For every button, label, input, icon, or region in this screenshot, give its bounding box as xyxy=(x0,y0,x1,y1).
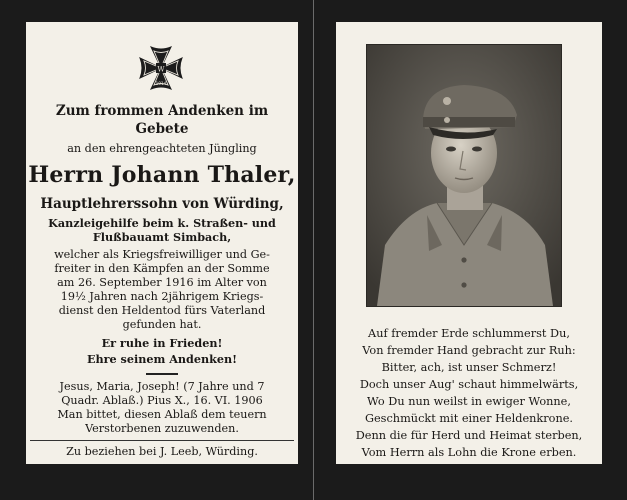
occupation-line-2: Flußbauamt Simbach, xyxy=(92,230,232,244)
prayer-line-1: Jesus, Maria, Joseph! (7 Jahre und 7 xyxy=(59,380,265,393)
poem-line-7: Denn die für Herd und Heimat sterben, xyxy=(355,429,583,442)
heading-line-1: Zum frommen Andenken im xyxy=(55,103,269,119)
deceased-name: Herrn Johann Thaler, xyxy=(28,162,296,188)
biography-line-3: am 26. September 1916 im Alter von xyxy=(57,276,267,289)
prayer-line-3: Man bittet, diesen Ablaß dem teuern xyxy=(57,408,267,421)
iron-cross-icon xyxy=(137,44,185,92)
occupation-line-1: Kanzleigehilfe beim k. Straßen- und xyxy=(48,216,276,230)
biography-line-1: welcher als Kriegsfreiwilliger und Ge- xyxy=(54,248,270,261)
biography-line-6: gefunden hat. xyxy=(122,318,202,331)
blessing-line-1: Er ruhe in Frieden! xyxy=(101,336,223,350)
svg-text:W: W xyxy=(157,65,165,74)
memorial-card-photo-side xyxy=(314,0,627,500)
biography-line-2: freiter in den Kämpfen an der Somme xyxy=(54,262,270,275)
prayer-line-4: Verstorbenen zuzuwenden. xyxy=(85,422,239,435)
poem-line-3: Bitter, ach, ist unser Schmerz! xyxy=(381,361,557,374)
footer-divider xyxy=(30,440,294,441)
photo-panel xyxy=(336,22,602,464)
blessing-line-2: Ehre seinem Andenken! xyxy=(86,352,238,366)
poem-line-6: Geschmückt mit einer Heldenkrone. xyxy=(364,412,574,425)
svg-text:1914: 1914 xyxy=(155,81,167,86)
publisher-line: Zu beziehen bei J. Leeb, Würding. xyxy=(66,445,258,458)
biography-line-4: 19½ Jahren nach 2jährigem Kriegs- xyxy=(60,290,264,303)
poem-line-1: Auf fremder Erde schlummerst Du, xyxy=(368,327,570,340)
text-panel xyxy=(26,22,298,464)
poem-line-4: Doch unser Aug' schaut himmelwärts, xyxy=(359,378,579,391)
biography-line-5: dienst den Heldentod fürs Vaterland xyxy=(58,304,266,317)
prayer-line-2: Quadr. Ablaß.) Pius X., 16. VI. 1906 xyxy=(61,394,263,407)
poem-line-5: Wo Du nun weilst in ewiger Wonne, xyxy=(367,395,571,408)
memorial-card-text-side xyxy=(0,0,313,500)
soldier-portrait-image xyxy=(367,45,561,306)
origin-line: Hauptlehrerssohn von Würding, xyxy=(40,196,284,212)
subtitle-line: an den ehrengeachteten Jüngling xyxy=(67,142,257,155)
divider-rule xyxy=(146,373,178,375)
portrait-photo xyxy=(366,44,562,307)
poem-line-8: Vom Herrn als Lohn die Krone erben. xyxy=(361,446,577,459)
heading-line-2: Gebete xyxy=(135,121,189,137)
poem-line-2: Von fremder Hand gebracht zur Ruh: xyxy=(362,344,576,357)
